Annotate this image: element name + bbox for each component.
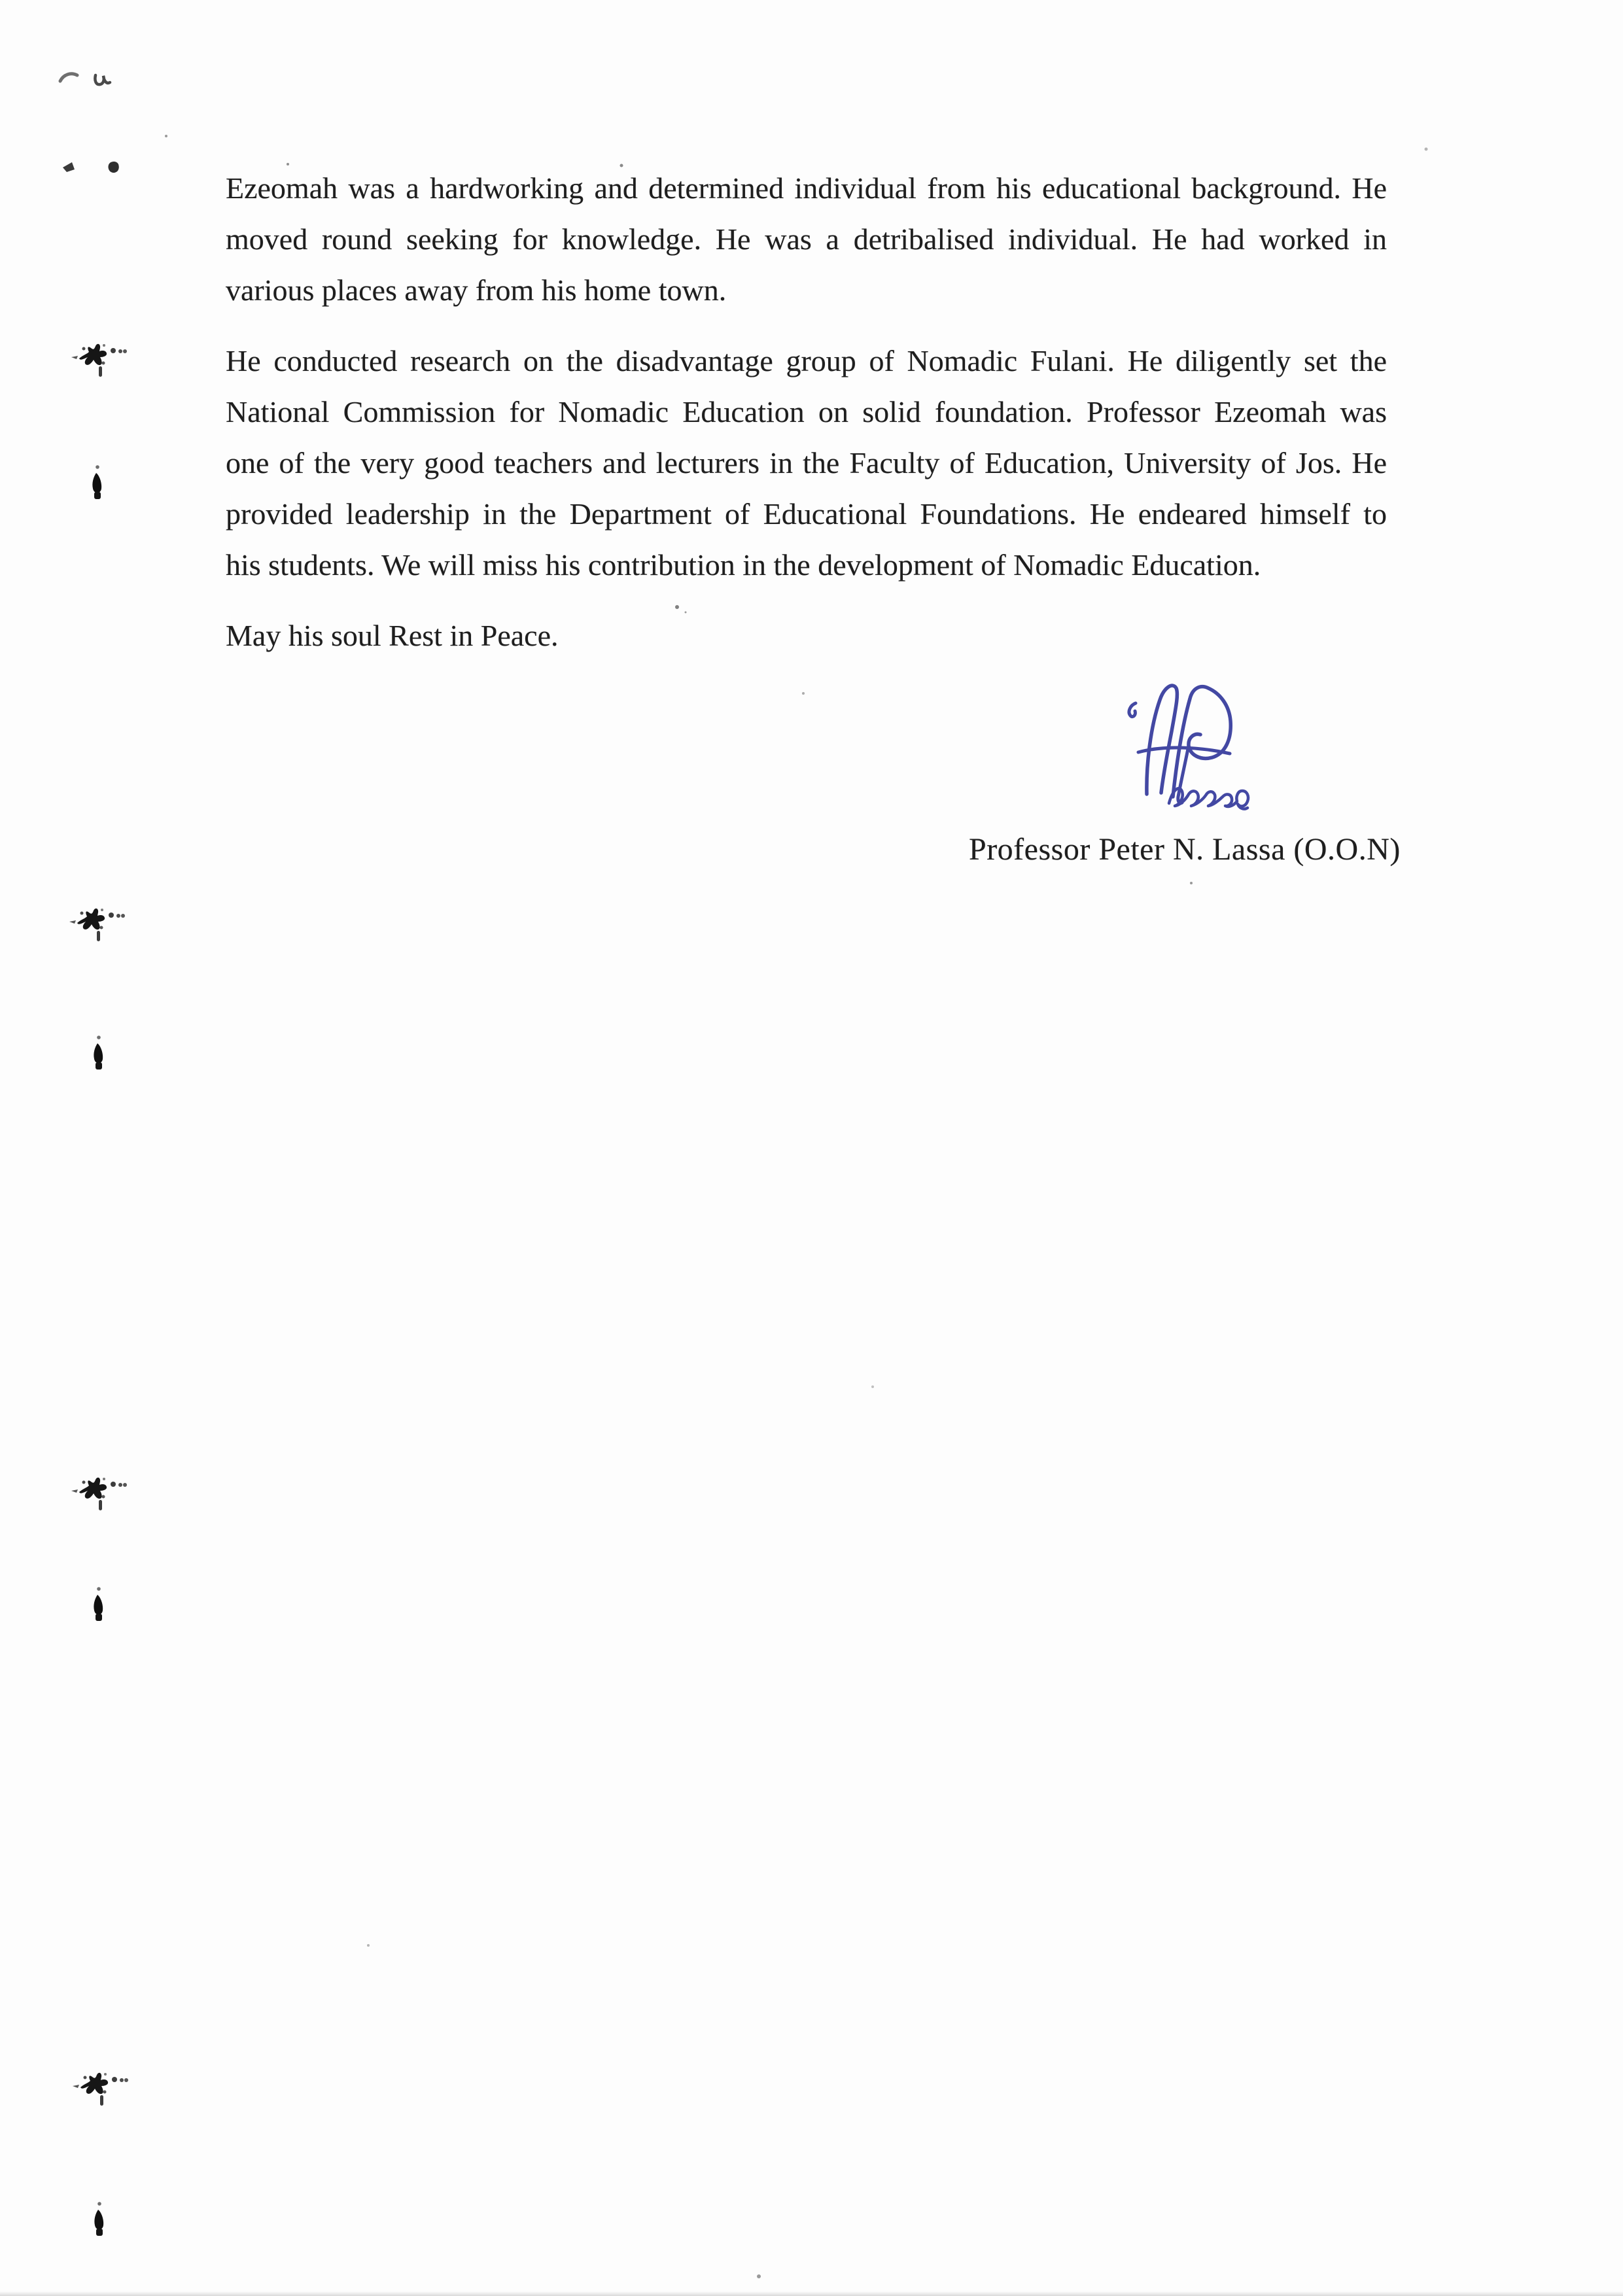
text-line: provided leadership in the Department of Educational Foundations. He endeared himself to (226, 497, 1387, 531)
signature-stroke (1147, 686, 1178, 794)
ink-smudge (71, 1478, 127, 1510)
ink-smudge (73, 2073, 128, 2106)
text-line: National Commission for Nomadic Education on solid foundation. Professor Ezeomah was (226, 395, 1387, 428)
corner-mark-wedge (63, 162, 75, 172)
handwritten-signature (1109, 654, 1292, 824)
ink-smudge (69, 909, 125, 941)
text-line: his students. We will miss his contribution in the development of Nomadic Education. (226, 548, 1261, 582)
signature-stroke (1169, 788, 1248, 809)
ink-blot (94, 2202, 103, 2236)
tribute-paragraph-2 (226, 336, 1387, 591)
ink-blot (94, 1035, 103, 1070)
text-line: various places away from his home town. (226, 273, 727, 307)
tribute-paragraph-1 (226, 163, 1387, 316)
corner-mark-hook (95, 75, 110, 84)
ink-blot (94, 1587, 103, 1621)
text-line: one of the very good teachers and lecturers in the Faculty of Education, University of Jos. He (226, 446, 1387, 479)
corner-mark-curve (60, 74, 77, 81)
signatory-name: Professor Peter N. Lassa (O.O.N) (969, 832, 1401, 867)
document-body (226, 163, 1387, 681)
text-line: moved round seeking for knowledge. He was a detribalised individual. He had worked in (226, 222, 1387, 256)
signature-stroke (1138, 748, 1230, 754)
scan-bottom-edge (0, 2291, 1623, 2296)
ink-blot (92, 465, 101, 499)
signature-stroke (1129, 703, 1136, 717)
corner-mark-blob (108, 162, 118, 173)
text-line: May his soul Rest in Peace. (226, 619, 559, 652)
text-line: Ezeomah was a hardworking and determined individual from his educational background. He (226, 171, 1387, 205)
text-line: He conducted research on the disadvantage group of Nomadic Fulani. He diligently set the (226, 344, 1387, 377)
ink-smudge (71, 344, 127, 377)
